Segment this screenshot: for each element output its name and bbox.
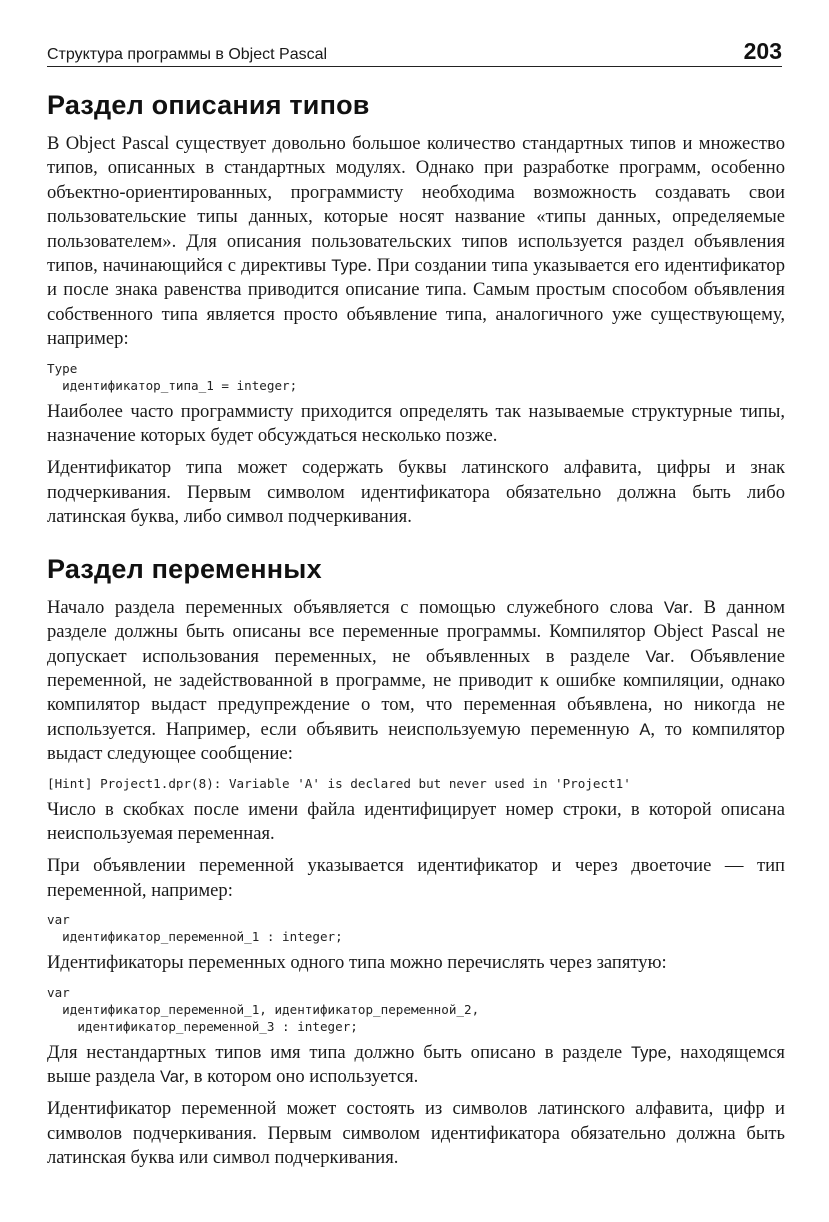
code-block-hint: [Hint] Project1.dpr(8): Variable 'A' is declared but never used in 'Project1' (47, 775, 631, 791)
paragraph-var-list: Идентификаторы переменных одного типа можно перечислять через запятую: (47, 952, 667, 974)
paragraph-type-identifier: Идентификатор типа может содержать буквы латинского алфавита, цифры и знак подчеркивания. Первым символом идентификатора обязательно должна быть либо латинская буква, либо символ подчеркивания. (47, 457, 785, 528)
code-block-var-list: var идентификатор_переменной_1, идентификатор_переменной_2, идентификатор_переменной_3 : integer; (47, 984, 480, 1034)
text-run: . Объявление переменной, не задействованной в программе, не приводит к ошибке компиляции, однако компилятор выдаст предупреждение о том, что переменная объявлена, но никогда не используется. Например, если объявить неиспользуемую переменную (47, 645, 785, 740)
page-content (47, 90, 785, 1179)
paragraph-var-intro (47, 596, 785, 767)
section-heading-types: Раздел описания типов (47, 90, 370, 120)
keyword-term: A (639, 720, 651, 739)
text-run: , то компилятор выдаст следующее сообщение: (47, 718, 785, 765)
text-run: Начало раздела переменных объявляется с помощью служебного слова (47, 596, 664, 618)
paragraph-types-intro (47, 132, 785, 352)
keyword-term: Var (645, 647, 670, 666)
running-title: Структура программы в Object Pascal (47, 46, 328, 63)
text-run: В Object Pascal существует довольно большое количество стандартных типов и множество типов, описанных в стандартных модулях. Однако при разработке программ, особенно объектно-ориентированных, программисту необходима возможность создавать свои пользовательские типы данных, которые носят название «типы данных, определяемые пользователем». Для описания пользовательских типов используется раздел объявления типов, начинающийся с директивы (47, 133, 785, 277)
text-run: , в котором оно используется. (184, 1065, 419, 1087)
paragraph-var-declaration: При объявлении переменной указывается идентификатор и через двоеточие — тип переменной, например: (47, 855, 785, 901)
text-run: Для нестандартных типов имя типа должно быть описано в разделе (47, 1041, 631, 1063)
code-block-type: Type идентификатор_типа_1 = integer; (47, 360, 298, 393)
keyword-term: Var (159, 1067, 185, 1086)
paragraph-var-identifier: Идентификатор переменной может состоять из символов латинского алфавита, цифр и символов подчеркивания. Первым символом идентификатора обязательно должна быть латинская буква или символ подчеркивания. (47, 1098, 785, 1169)
keyword-term: Type (631, 1043, 667, 1062)
text-run: . При создании типа указывается его идентификатор и после знака равенства приводится описание типа. Самым простым способом объявления собственного типа является просто объявление типа, аналогичного уже существующему, например: (47, 255, 786, 350)
section-heading-variables: Раздел переменных (47, 553, 322, 584)
text-run: , находящемся выше раздела (47, 1041, 785, 1087)
text-run: . В данном разделе должны быть описаны все переменные программы. Компилятор Object Pascal не допускает использования переменных, не объявленных в разделе (47, 596, 786, 667)
paragraph-custom-types (47, 1041, 785, 1090)
paragraph-line-number: Число в скобках после имени файла идентифицирует номер строки, в которой описана неиспользуемая переменная. (47, 798, 785, 844)
paragraph-structured-types: Наиболее часто программисту приходится определять так называемые структурные типы, назначение которых будет обсуждаться несколько позже. (47, 400, 785, 447)
page-header (47, 36, 782, 67)
keyword-term: Var (663, 598, 689, 617)
page-number: 203 (743, 38, 782, 64)
keyword-term: Type (331, 257, 368, 276)
code-block-var-single: var идентификатор_переменной_1 : integer; (47, 912, 343, 945)
